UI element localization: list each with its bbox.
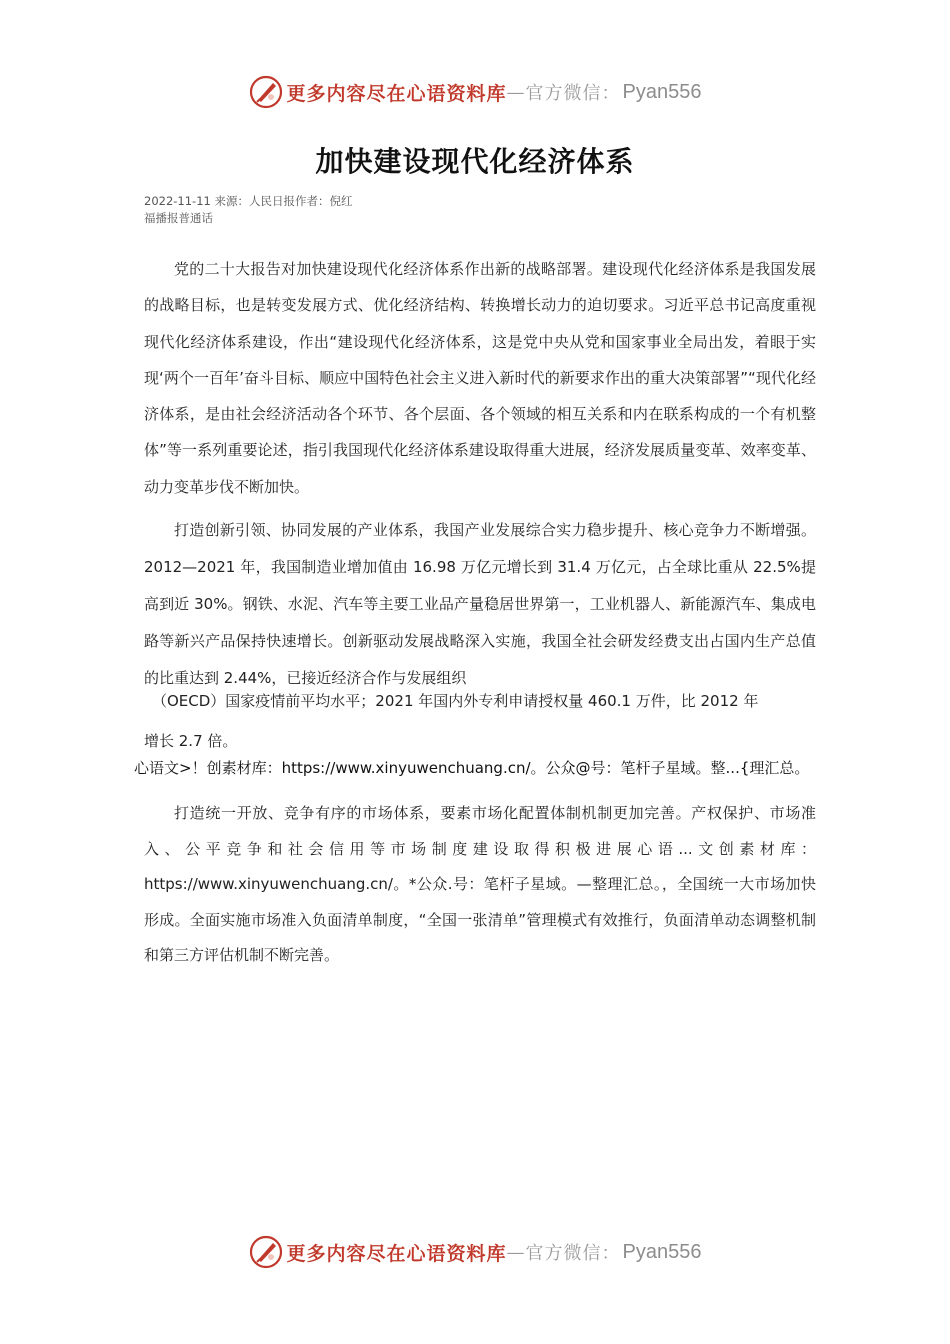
banner-dash: —	[506, 81, 526, 103]
footer-tail-text: 官方微信：	[525, 1243, 621, 1264]
banner-wechat-id: Pyan556	[622, 80, 702, 103]
footer-banner	[0, 1232, 950, 1272]
footer-lead-text: 更多内容尽在心语资料库	[286, 1242, 507, 1265]
banner-tail-text: 官方微信：	[525, 83, 621, 104]
article-meta-source: 2022-11-11 来源：人民日报作者：倪红	[144, 194, 353, 208]
paragraph-2-line-b: （OECD）国家疫情前平均水平；2021 年国内外专利申请授权量 460.1 万件，比 2012 年	[152, 692, 759, 710]
paragraph-3: 打造统一开放、竞争有序的市场体系，要素市场化配置体制机制更加完善。产权保护、市场准入、公平竞争和社会信用等市场制度建设取得积极进展心语...文创素材库：https://www.xinyuwenchuang.cn/。*公众.号：笔杆子星域。—整理汇总。，全国统一大市场加快形成。全面实施市场准入负面清单制度，“全国一张清单”管理模式有效推行，负面清单动态调整机制和第三方评估机制不断完善。	[144, 804, 816, 964]
watermark-text: 心语文>！创素材库：https://www.xinyuwenchuang.cn/。公众@号：笔杆子星域。整...{理汇总。	[134, 759, 810, 777]
paragraph-1: 党的二十大报告对加快建设现代化经济体系作出新的战略部署。建设现代化经济体系是我国发展的战略目标，也是转变发展方式、优化经济结构、转换增长动力的迫切要求。习近平总书记高度重视现代化经济体系建设，作出“建设现代化经济体系，这是党中央从党和国家事业全局出发，着眼于实现‘两个一百年’奋斗目标、顺应中国特色社会主义进入新时代的新要求作出的重大决策部署”“现代化经济体系，是由社会经济活动各个环节、各个层面、各个领域的相互关系和内在联系构成的一个有机整体”等一系列重要论述，指引我国现代化经济体系建设取得重大进展，经济发展质量变革、效率变革、动力变革步伐不断加快。	[144, 260, 816, 496]
quill-pen-logo-icon	[249, 75, 283, 109]
article-meta-audio: 福播报普通话	[144, 211, 213, 225]
paragraph-2-line-c: 增长 2.7 倍。	[144, 732, 238, 750]
footer-dash: —	[506, 1241, 526, 1263]
quill-pen-logo-icon	[249, 1235, 283, 1269]
article-meta	[144, 193, 353, 227]
paragraph-2: 打造创新引领、协同发展的产业体系，我国产业发展综合实力稳步提升、核心竞争力不断增强。2012—2021 年，我国制造业增加值由 16.98 万亿元增长到 31.4 万亿元，占全球比重从 22.5%提高到近 30%。钢铁、水泥、汽车等主要工业品产量稳居世界第一，工业机器人、新能源汽车、集成电路等新兴产品保持快速增长。创新驱动发展战略深入实施，我国全社会研发经费支出占国内生产总值的比重达到 2.44%，已接近经济合作与发展组织	[144, 521, 816, 687]
banner-lead-text: 更多内容尽在心语资料库	[286, 82, 507, 105]
header-banner	[0, 72, 950, 112]
footer-wechat-id: Pyan556	[622, 1240, 702, 1263]
article-title: 加快建设现代化经济体系	[315, 145, 635, 178]
